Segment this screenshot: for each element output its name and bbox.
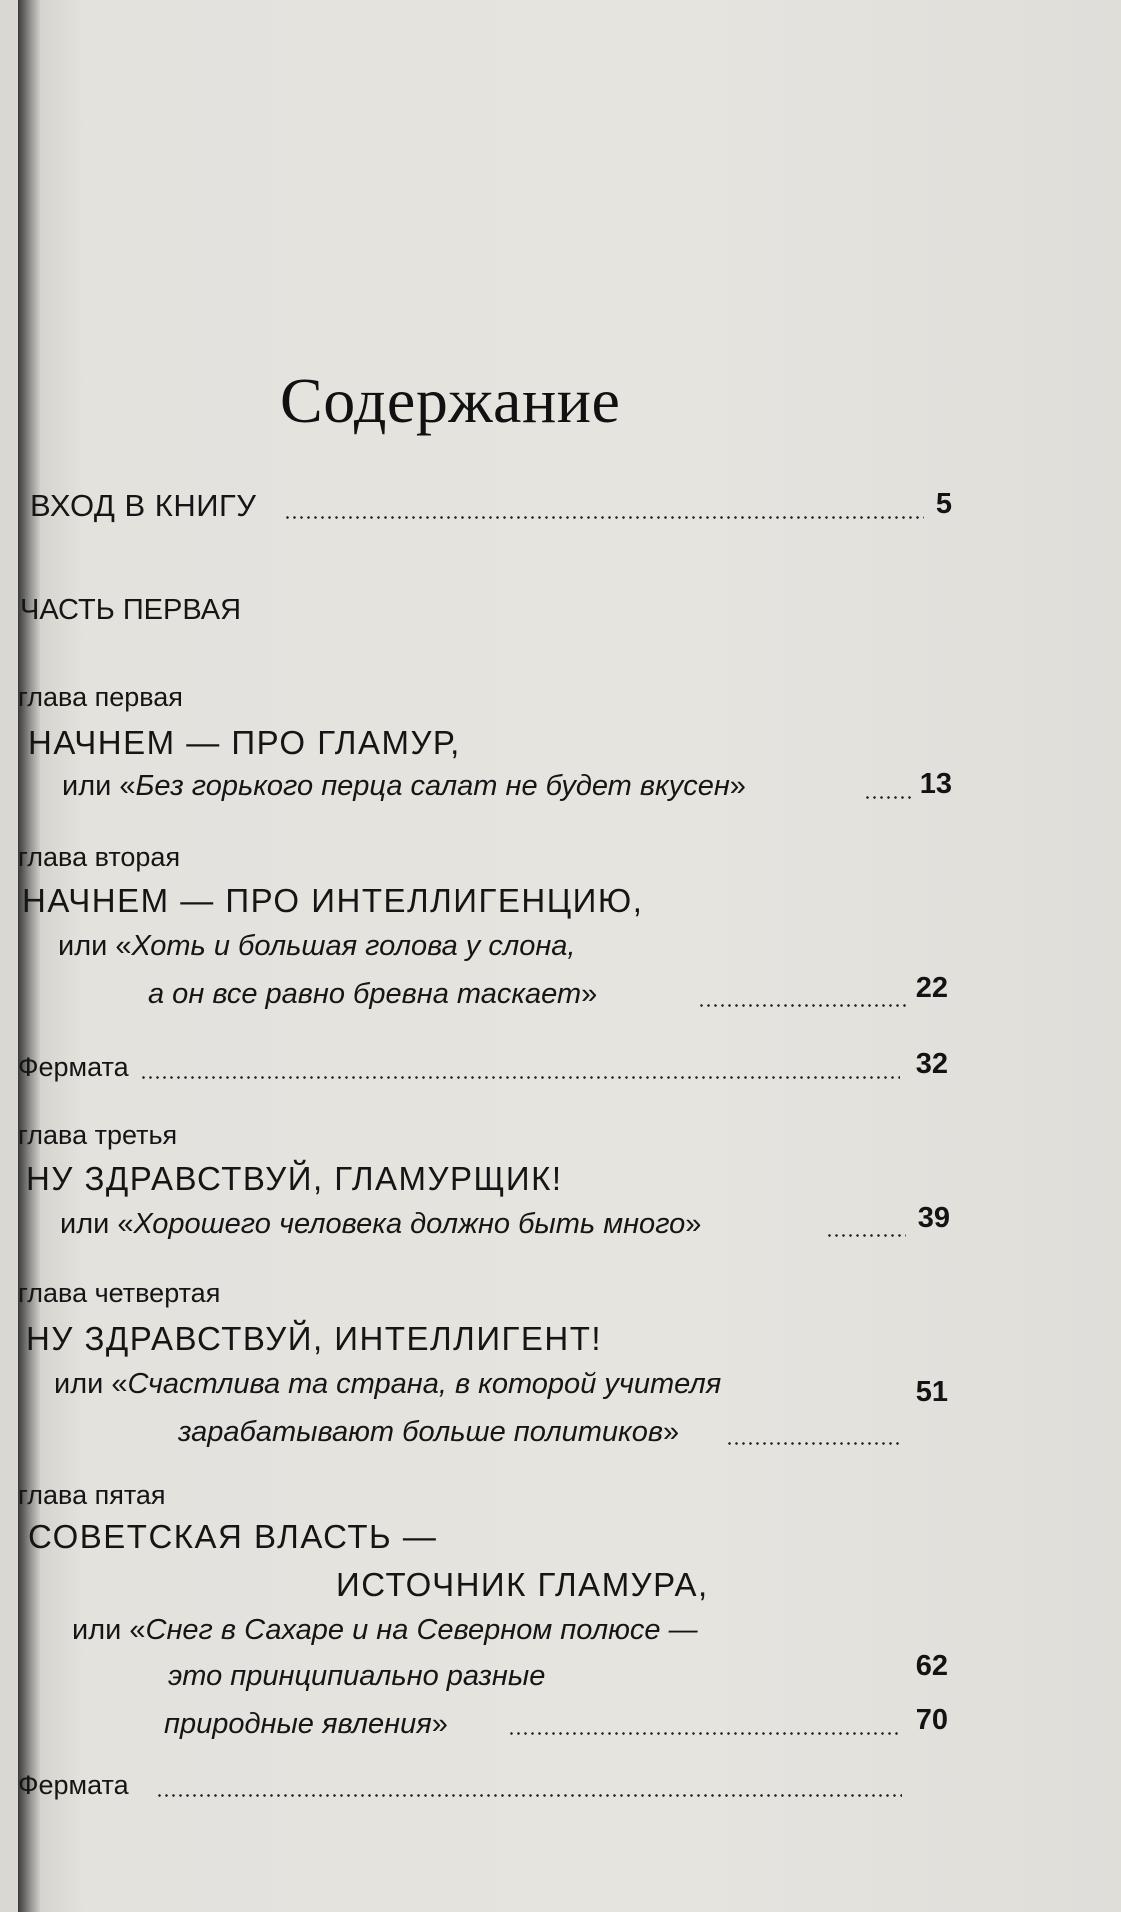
chapter-title: НАЧНЕМ — ПРО ИНТЕЛЛИГЕНЦИЮ, <box>22 882 644 919</box>
chapter-label: глава первая <box>18 682 183 712</box>
chapter-subtitle: или «Без горького перца салат не будет вкусен» <box>62 770 746 802</box>
page-number: 5 <box>935 488 952 520</box>
dot-leader <box>698 1004 908 1007</box>
dot-leader <box>508 1732 898 1735</box>
chapter-label: глава третья <box>18 1120 178 1150</box>
page-number: 32 <box>915 1048 948 1080</box>
page-number: 13 <box>919 768 952 800</box>
page-number: 39 <box>917 1202 950 1234</box>
page-number: 51 <box>915 1376 948 1408</box>
chapter-subtitle: природные явления» <box>164 1708 448 1740</box>
chapter-subtitle: или «Счастлива та страна, в которой учителя <box>54 1368 722 1400</box>
chapter-subtitle: или «Снег в Сахаре и на Северном полюсе — <box>72 1614 698 1646</box>
page-title: Содержание <box>280 365 621 436</box>
page-number: 70 <box>915 1704 948 1736</box>
page-number: 22 <box>915 972 948 1004</box>
dot-leader <box>726 1442 900 1445</box>
toc-entry-intro: ВХОД В КНИГУ <box>30 488 257 523</box>
toc-entry-fermata: Фермата <box>18 1770 129 1800</box>
dot-leader <box>140 1076 900 1079</box>
chapter-subtitle: это принципиально разные <box>168 1660 546 1692</box>
page-number: 62 <box>915 1650 948 1682</box>
dot-leader <box>826 1234 906 1237</box>
book-spine-shadow <box>18 0 40 1912</box>
dot-leader <box>284 516 924 519</box>
chapter-title: СОВЕТСКАЯ ВЛАСТЬ — <box>28 1518 438 1555</box>
chapter-subtitle: зарабатывают больше политиков» <box>178 1416 680 1448</box>
chapter-title: НУ ЗДРАВСТВУЙ, ИНТЕЛЛИГЕНТ! <box>26 1320 603 1357</box>
chapter-title: НУ ЗДРАВСТВУЙ, ГЛАМУРЩИК! <box>26 1160 563 1197</box>
part-heading: ЧАСТЬ ПЕРВАЯ <box>20 594 242 626</box>
chapter-label: глава пятая <box>18 1480 166 1510</box>
dot-leader <box>156 1794 902 1797</box>
chapter-subtitle: или «Хорошего человека должно быть много» <box>60 1208 702 1240</box>
chapter-label: глава четвертая <box>18 1278 221 1308</box>
toc-entry-fermata: Фермата <box>18 1052 129 1082</box>
chapter-title: НАЧНЕМ — ПРО ГЛАМУР, <box>28 724 461 761</box>
chapter-title: ИСТОЧНИК ГЛАМУРА, <box>336 1566 709 1603</box>
chapter-subtitle: а он все равно бревна таскает» <box>148 978 598 1010</box>
chapter-label: глава вторая <box>18 842 181 872</box>
book-page <box>18 0 1121 1912</box>
chapter-subtitle: или «Хоть и большая голова у слона, <box>58 930 576 962</box>
